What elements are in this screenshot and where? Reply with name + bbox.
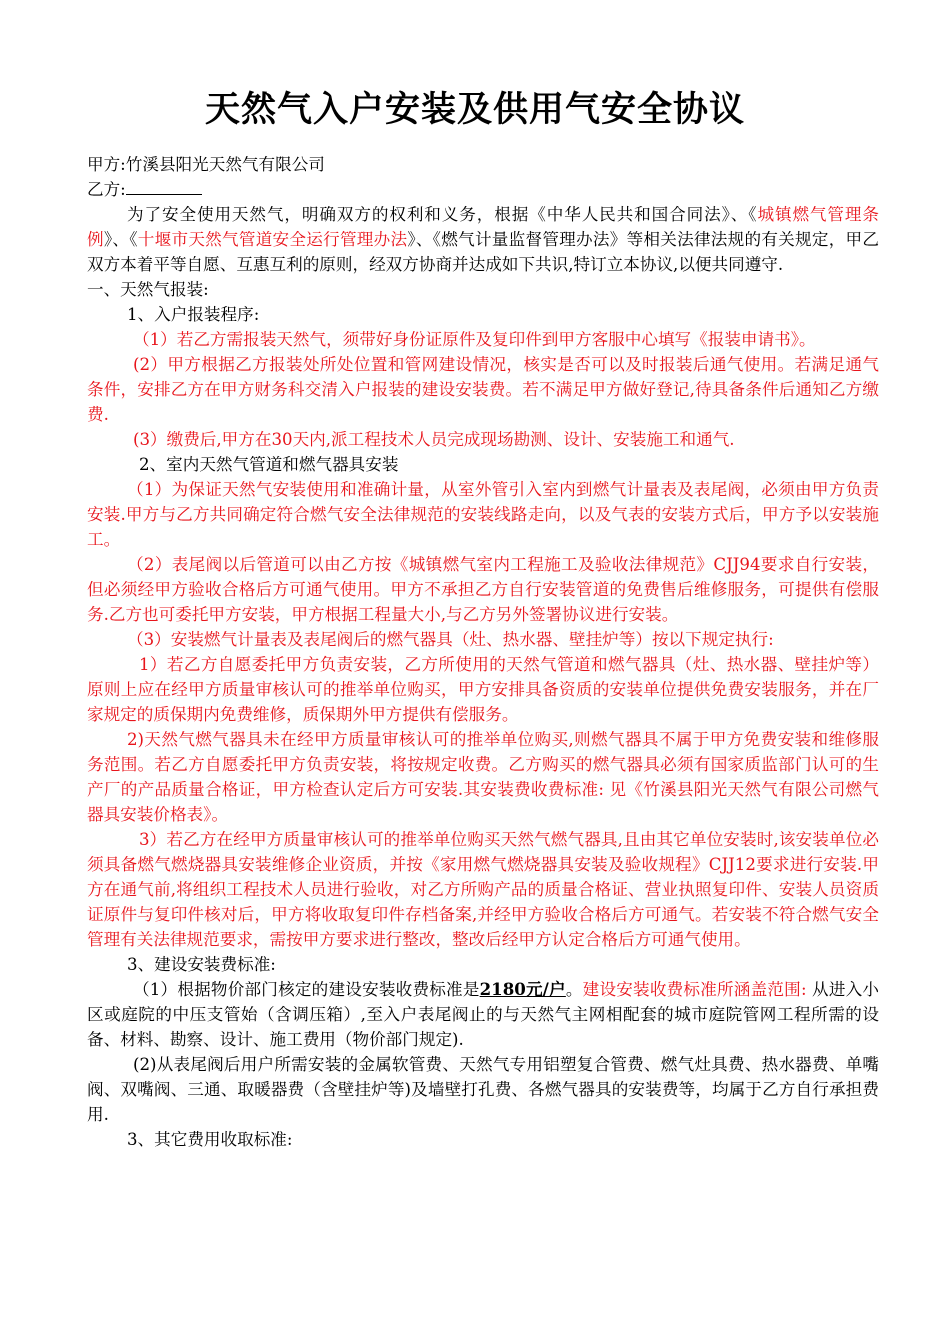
- clause-1-2-1: （1）为保证天然气安装使用和准确计量，从室外管引入室内到燃气计量表及表尾阀，必须由甲方负责安装.甲方与乙方共同确定符合燃气安全法律规范的安装线路走向，以及气表的安装方式后，甲方予以安装施工。: [87, 480, 879, 549]
- clause-1-1-2: (2）甲方根据乙方报装处所处位置和管网建设情况，核实是否可以及时报装后通气使用。若满足通气条件，安排乙方在甲方财务科交清入户报装的建设安装费。若不满足甲方做好登记,待具备条件后通知乙方缴费.: [87, 355, 879, 424]
- section-1-1-heading: 1、入户报装程序:: [127, 305, 260, 324]
- clause-1-2-2: （2）表尾阀以后管道可以由乙方按《城镇燃气室内工程施工及验收法律规范》CJJ94要求自行安装，但必须经甲方验收合格后方可通气使用。甲方不承担乙方自行安装管道的免费售后维修服务，可提供有偿服务.乙方也可委托甲方安装，甲方根据工程量大小,与乙方另外签署协议进行安装。: [87, 555, 879, 624]
- section-1-4-heading: 3、其它费用收取标准:: [127, 1130, 293, 1149]
- clause-1-2-3: （3）安装燃气计量表及表尾阀后的燃气器具（灶、热水器、壁挂炉等）按以下规定执行:: [127, 630, 774, 649]
- fee-text-3: 建设安装收费标准所涵盖范围:: [582, 980, 807, 999]
- intro-paragraph: [87, 202, 879, 277]
- intro-text-4: 十堰市天然气管道安全运行管理办法: [137, 230, 408, 249]
- intro-text-3: 》、《: [103, 230, 138, 249]
- clause-1-3-2: (2)从表尾阀后用户所需安装的金属软管费、天然气专用铝塑复合管费、燃气灶具费、热水器费、单嘴阀、双嘴阀、三通、取暖器费（含壁挂炉等)及墙壁打孔费、各燃气器具的安装费等，均属于乙方自行承担费用.: [87, 1055, 879, 1124]
- section-1-heading: 一、天然气报装:: [87, 280, 209, 299]
- fee-amount: 2180元/户: [479, 979, 566, 999]
- section-1-2-heading: 2、室内天然气管道和燃气器具安装: [139, 455, 399, 474]
- clause-1-2-3-1: 1）若乙方自愿委托甲方负责安装，乙方所使用的天然气管道和燃气器具（灶、热水器、壁挂炉等）原则上应在经甲方质量审核认可的推举单位购买，甲方安排具备资质的安装单位提供免费安装服务，并在厂家规定的质保期内免费维修，质保期外甲方提供有偿服务。: [87, 655, 879, 724]
- party-b-blank: [126, 178, 202, 195]
- section-1-3-heading: 3、建设安装费标准:: [127, 955, 276, 974]
- document-title: 天然气入户安装及供用气安全协议: [204, 90, 745, 130]
- party-b-line: [87, 177, 879, 202]
- fee-text-2: 。: [565, 980, 583, 999]
- party-b-label: 乙方:: [87, 180, 126, 199]
- party-a-label: 甲方:: [87, 155, 126, 174]
- intro-text-1: 为了安全使用天然气，明确双方的权利和义务，根据《中华人民共和国合同法》、《: [127, 205, 758, 224]
- intro-text-2: 城镇燃气管理条例: [87, 205, 879, 249]
- fee-text-1: （1）根据物价部门核定的建设安装收费标准是: [133, 980, 480, 999]
- party-a-value: 竹溪县阳光天然气有限公司: [125, 155, 325, 174]
- document-body: [87, 152, 879, 1152]
- clause-1-2-3-2: 2)天然气燃气器具未在经甲方质量审核认可的推举单位购买,则燃气器具不属于甲方免费安装和维修服务范围。若乙方自愿委托甲方负责安装，将按规定收费。乙方购买的燃气器具必须有国家质监部门认可的生产厂的产品质量合格证，甲方检查认定后方可安装.其安装费收费标准: 见《竹溪县阳光天然气有限公司燃气器具安装价格表》。: [87, 730, 879, 824]
- clause-1-1-1: （1）若乙方需报装天然气，须带好身份证原件及复印件到甲方客服中心填写《报装申请书》。: [133, 330, 816, 349]
- clause-1-2-3-3: 3）若乙方在经甲方质量审核认可的推举单位购买天然气燃气器具,且由其它单位安装时,该安装单位必须具备燃气燃烧器具安装维修企业资质，并按《家用燃气燃烧器具安装及验收规程》CJJ12要求进行安装.甲方在通气前,将组织工程技术人员进行验收，对乙方所购产品的质量合格证、营业执照复印件、安装人员资质证原件与复印件核对后，甲方将收取复印件存档备案,并经甲方验收合格后方可通气。若安装不符合燃气安全管理有关法律规范要求，需按甲方要求进行整改，整改后经甲方认定合格后方可通气使用。: [87, 830, 879, 949]
- fee-text-4: 从进入小区或庭院的中压支管始（含调压箱）,至入户表尾阀止的与天然气主网相配套的城市庭院管网工程所需的设备、材料、勘察、设计、施工费用（物价部门规定).: [87, 980, 880, 1049]
- clause-1-3-1: [87, 977, 879, 1052]
- party-a-line: [87, 152, 879, 177]
- intro-text-5: 》、《燃气计量监督管理办法》等相关法律法规的有关规定，甲乙双方本着平等自愿、互惠互利的原则，经双方协商并达成如下共识,特订立本协议,以便共同遵守.: [87, 230, 879, 274]
- clause-1-1-3: (3）缴费后,甲方在30天内,派工程技术人员完成现场勘测、设计、安装施工和通气.: [133, 430, 735, 449]
